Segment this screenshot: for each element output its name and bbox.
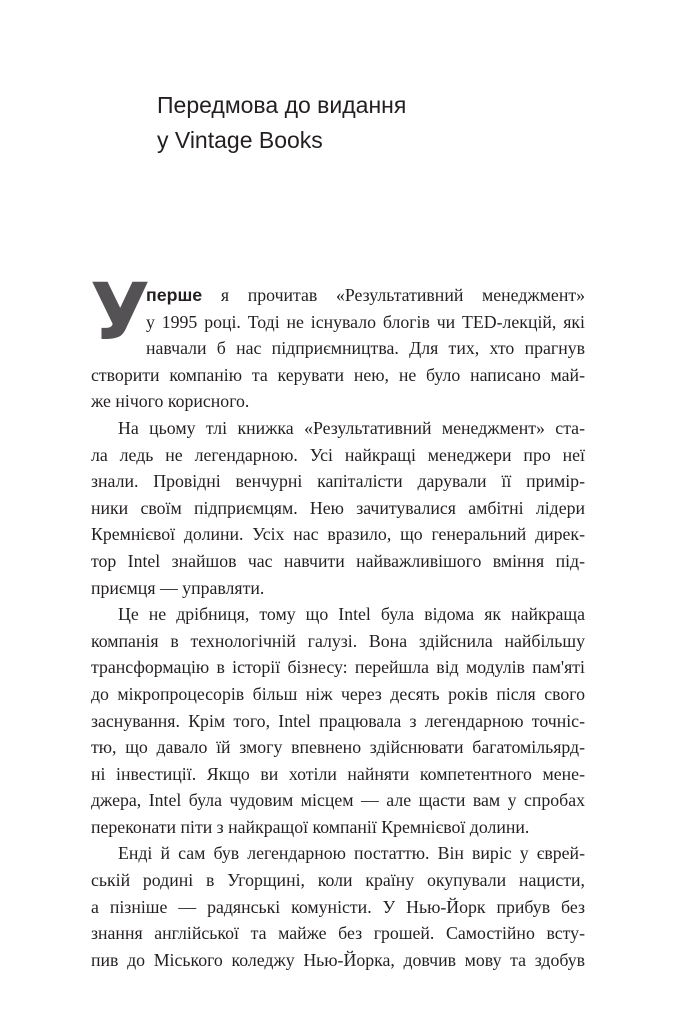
text-line: же нічого корисного. bbox=[91, 391, 250, 412]
drop-cap: У bbox=[90, 268, 151, 358]
text-line: Енді й сам був легендарною постаттю. Він виріс у єврей- bbox=[118, 843, 585, 864]
text-line: приємця — управляти. bbox=[91, 577, 265, 598]
text-line: трансформацію в історії бізнесу: перейшла від модулів пам'яті bbox=[91, 657, 585, 678]
text-line: компанія в технологічній галузі. Вона здійснила найбільшу bbox=[91, 630, 585, 651]
text-line: ні інвестиції. Якщо ви хотіли найняти компетентного мене- bbox=[91, 763, 585, 784]
text-line: а пізніше — радянські комуністи. У Нью-Йорк прибув без bbox=[91, 896, 585, 917]
text-line: пив до Міського коледжу Нью-Йорка, довчив мову та здобув bbox=[91, 949, 585, 970]
text-line: перше я прочитав «Результативний менеджмент» bbox=[146, 285, 585, 305]
text-line: тор Intel знайшов час навчити найважливішого вміння під- bbox=[91, 550, 585, 571]
text-line: ники своїм підприємцям. Нею зачитувалися амбітні лідери bbox=[91, 497, 585, 518]
text-line: джера, Intel була чудовим місцем — але щасти вам у спробах bbox=[91, 790, 585, 811]
text-line: знали. Провідні венчурні капіталісти дарували її примір- bbox=[91, 471, 585, 492]
heading-line-1: Передмова до видання bbox=[157, 92, 407, 118]
text-line: навчали б нас підприємництва. Для тих, хто прагнув bbox=[146, 338, 585, 359]
chapter-heading bbox=[157, 88, 597, 158]
text-line: заснування. Крім того, Intel працювала з легендарною точніс- bbox=[91, 710, 585, 731]
text-line: Це не дрібниця, тому що Intel була відома як найкраща bbox=[118, 604, 585, 625]
text-line: На цьому тлі книжка «Результативний менеджмент» ста- bbox=[118, 417, 585, 438]
text-line: ській родині в Угорщині, коли країну окупували нацисти, bbox=[91, 870, 585, 891]
body-text bbox=[91, 282, 585, 973]
text-line: створити компанію та керувати нею, не було написано май- bbox=[91, 364, 585, 385]
heading-line-2: у Vintage Books bbox=[157, 127, 323, 153]
text-line: ла ледь не легендарною. Усі найкращі менеджери про неї bbox=[91, 444, 585, 465]
text-line: переконати піти з найкращої компанії Кремнієвої долини. bbox=[91, 816, 530, 837]
text-line: Кремнієвої долини. Усіх нас вразило, що генеральний дирек- bbox=[91, 524, 585, 545]
lead-word: перше bbox=[146, 285, 203, 305]
text-line: знання англійської та майже без грошей. Самостійно всту- bbox=[91, 923, 585, 944]
text-line: тю, що давало їй змогу впевнено здійснювати багатомільярд- bbox=[91, 737, 585, 758]
text-line: у 1995 році. Тоді не існувало блогів чи TED-лекцій, які bbox=[146, 311, 585, 332]
text-line: до мікропроцесорів більш ніж через десять років після свого bbox=[91, 683, 585, 704]
